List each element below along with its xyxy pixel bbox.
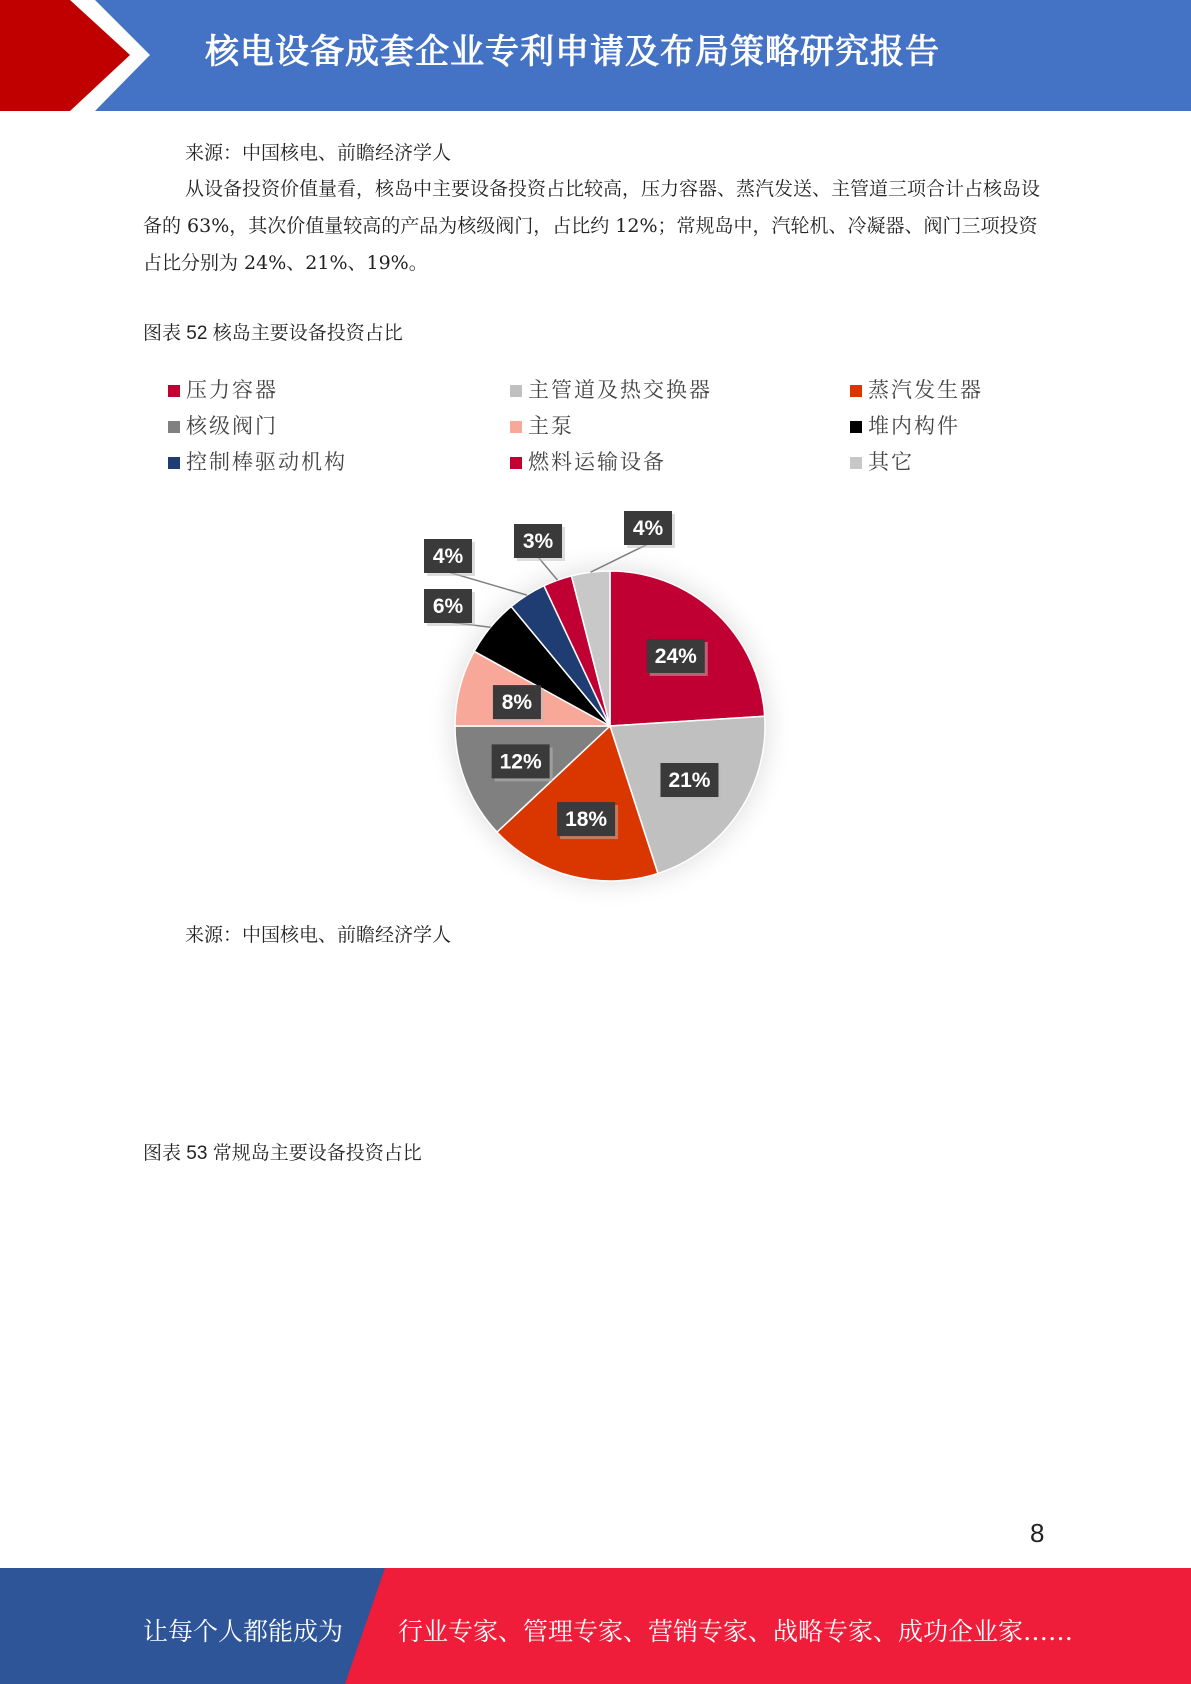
- legend-label: 核级阀门: [186, 414, 278, 438]
- data-label: 4%: [632, 517, 664, 540]
- legend-swatch: [168, 385, 180, 397]
- legend-swatch: [850, 457, 862, 469]
- legend-label: 主泵: [528, 414, 574, 438]
- figure-53-caption: 图表 53 常规岛主要设备投资占比: [143, 1143, 422, 1164]
- legend-label: 其它: [868, 450, 914, 474]
- data-label: 8%: [501, 691, 533, 715]
- legend-label: 压力容器: [186, 378, 278, 402]
- data-label: 3%: [522, 530, 554, 553]
- figure-52-caption: 图表 52 核岛主要设备投资占比: [143, 323, 403, 344]
- source-note-figure-52: 来源：中国核电、前瞻经济学人: [185, 924, 452, 946]
- footer-slogan-right: 行业专家、管理专家、营销专家、战略专家、成功企业家……: [398, 1617, 1074, 1646]
- legend-swatch: [510, 457, 522, 469]
- pie-chart-figure-52: [150, 368, 1050, 908]
- legend-swatch: [510, 421, 522, 433]
- pie-chart-svg: [150, 368, 1050, 908]
- legend-swatch: [850, 385, 862, 397]
- legend-label: 控制棒驱动机构: [186, 450, 347, 474]
- data-label: 18%: [565, 808, 608, 832]
- legend-swatch: [510, 385, 522, 397]
- legend-label: 堆内构件: [868, 414, 960, 438]
- data-label: 4%: [432, 545, 464, 568]
- legend-swatch: [850, 421, 862, 433]
- legend-label: 主管道及热交换器: [528, 378, 712, 402]
- page-footer: [0, 1568, 1191, 1684]
- legend-label: 燃料运输设备: [528, 450, 666, 474]
- header-title: 核电设备成套企业专利申请及布局策略研究报告: [205, 33, 940, 71]
- data-label: 12%: [499, 750, 542, 774]
- data-label: 24%: [654, 644, 697, 668]
- legend-swatch: [168, 457, 180, 469]
- legend-swatch: [168, 421, 180, 433]
- body-paragraph: 从设备投资价值量看，核岛中主要设备投资占比较高，压力容器、蒸汽发送、主管道三项合计占核岛设备的 63%，其次价值量较高的产品为核级阀门，占比约 12%；常规岛中，汽轮机、冷凝器、阀门三项投资占比分别为 24%、21%、19%。: [143, 178, 1041, 274]
- legend-label: 蒸汽发生器: [868, 378, 983, 402]
- page-header: [0, 0, 1191, 111]
- source-note-top: 来源：中国核电、前瞻经济学人: [185, 142, 452, 164]
- data-label: 21%: [668, 769, 711, 793]
- footer-slogan-left: 让每个人都能成为: [143, 1617, 344, 1646]
- data-label: 6%: [432, 595, 464, 618]
- page-number: 8: [1030, 1518, 1045, 1548]
